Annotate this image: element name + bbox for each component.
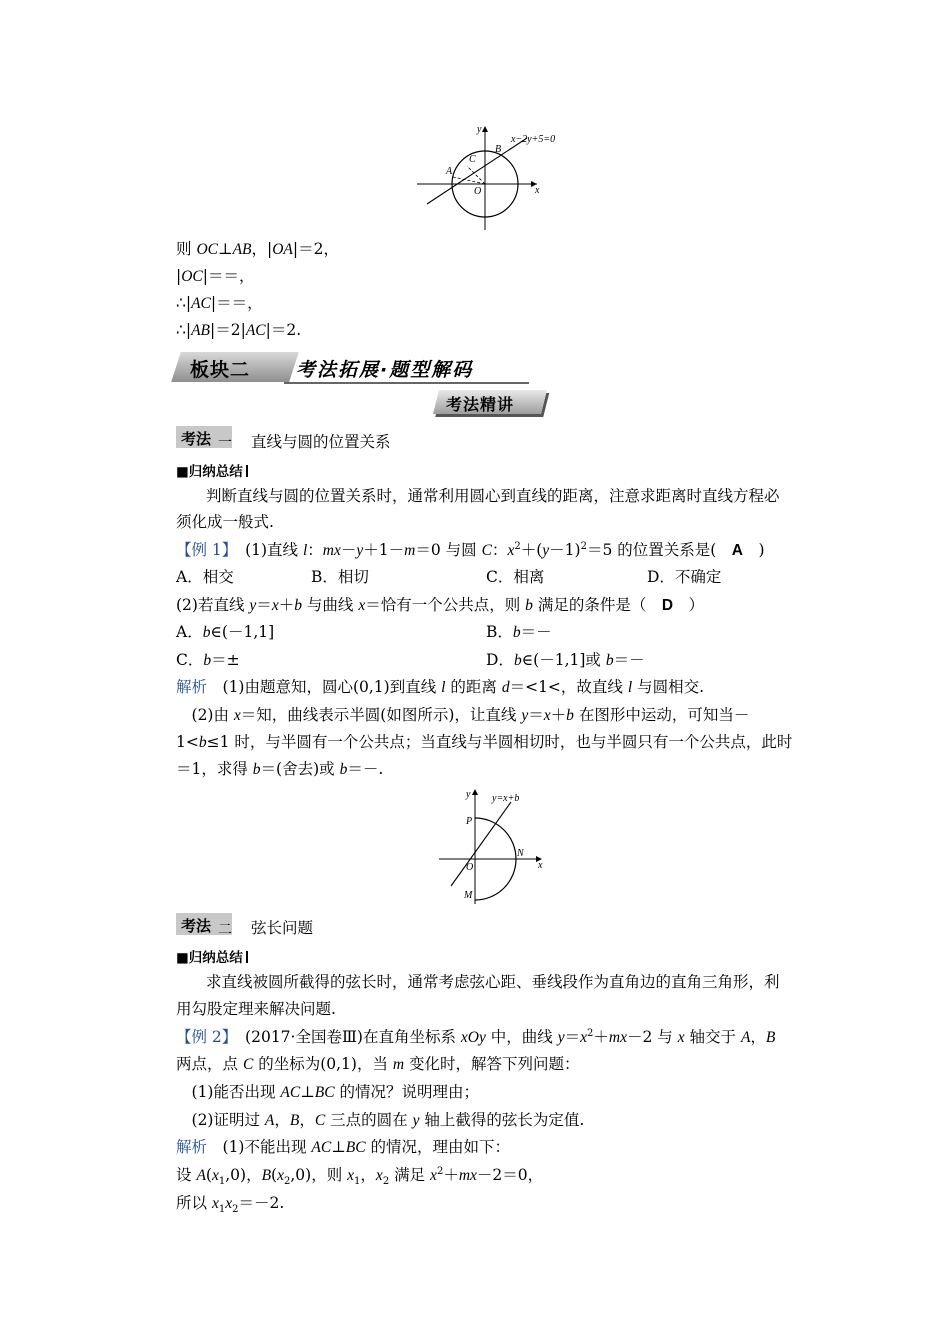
method2-num: 二 [218,922,232,938]
solution-line-1: 则 OC⊥AB，|OA|＝2， [176,240,339,258]
example1-q1-option-c: C．相离 [486,568,545,586]
example1-q2-answer: D [661,597,674,614]
fig2-line-label: y=x+b [492,793,520,804]
analysis1-p2c: ＝1，求得 b＝(舍去)或 b＝－. [176,760,384,778]
method1-summary-label: ■归纳总结 [176,460,248,480]
fig1-label-x: x [535,185,540,196]
example1-q2-option-a: A．b∈(－1,1] [176,623,275,641]
analysis2-line-1: 解析 (1)不能出现 AC⊥BC 的情况，理由如下： [176,1138,511,1156]
solution-line-2: |OC|＝＝， [176,267,255,285]
method1-tag: 考法 [181,430,212,448]
method2-summary-1: 求直线被圆所截得的弦长时，通常考虑弦心距、垂线段作为直角边的直角三角形，利 [206,973,780,991]
example1-q2-option-b: B．b＝－ [486,623,552,641]
sub-banner-title: 考法精讲 [446,395,515,414]
fig2-label-M: M [464,890,473,901]
example1-q1-option-b: B．相切 [311,568,369,586]
analysis2-line-3: 所以 $x_1x_2=-2$. [176,1194,285,1216]
example2-line-1: 【例 2】 (2017·全国卷Ⅲ)在直角坐标系 xOy 中，曲线 $y=x^2+mx-2$ 与 x 轴交于 A，B [176,1027,776,1046]
banner-left-title: 板块二 [190,359,251,381]
example1-q1-option-d: D．不确定 [647,568,722,586]
method1-summary-2: 须化成一般式. [176,513,274,531]
method2-tag: 考法 [181,917,212,935]
fig1-label-A: A [446,166,453,177]
analysis1-p2a: (2)由 x＝知，曲线表示半圆(如图所示)，让直线 y＝x＋b 在图形中运动，可知当－ [191,706,750,724]
method1-summary-1: 判断直线与圆的位置关系时，通常利用圆心到直线的距离，注意求距离时直线方程必 [206,487,780,505]
analysis1-p1: 解析 (1)由题意知，圆心(0,1)到直线 l 的距离 d＝<1<，故直线 l 与圆相交. [176,678,705,696]
method2-title: 弦长问题 [251,919,314,937]
fig1-equation: x−2y+5=0 [511,134,556,145]
example1-q2-option-c: C．b＝± [176,651,240,669]
analysis1-p2b: 1<b≤1 时，与半圆有一个公共点；当直线与半圆相切时，也与半圆只有一个公共点，此时 [176,733,793,751]
example1-q1-option-a: A．相交 [176,568,234,586]
example2-line-4: (2)证明过 A，B，C 三点的圆在 y 轴上截得的弦长为定值. [191,1111,585,1129]
fig1-label-C: C [469,154,476,165]
banner-right-title: 考法拓展·题型解码 [296,359,474,381]
example1-q2: (2)若直线 y＝x＋b 与曲线 x＝恰有一个公共点，则 b 满足的条件是（ D ） [176,596,705,614]
example2-line-3: (1)能否出现 AC⊥BC 的情况？说明理由； [191,1083,480,1101]
example1-q2-option-d: D．b∈(－1,1]或 b＝－ [486,651,645,669]
fig1-label-y: y [477,124,482,135]
fig2-label-O: O [466,862,474,873]
analysis2-line-2: 设 $A(x_1,0)$，$B(x_2,0)$，则 $x_1$，$x_2$ 满足 $x^2+mx-2=0$， [176,1165,544,1188]
solution-line-3: ∴|AC|＝＝， [176,294,263,312]
fig1-label-O: O [474,186,482,197]
method2-summary-label: ■归纳总结 [176,946,248,966]
fig2-label-P: P [466,816,473,827]
method1-num: 一 [218,435,232,451]
method2-summary-2: 用勾股定理来解决问题. [176,1000,336,1018]
fig2-label-x: x [538,860,543,871]
method1-title: 直线与圆的位置关系 [251,433,391,451]
fig2-label-N: N [517,848,524,859]
example1-q1: 【例 1】 (1)直线 l：mx－y＋1－m＝0 与圆 C：$x^2+(y-1)^2=5$ 的位置关系是( A ) [176,540,765,559]
example2-line-2: 两点，点 C 的坐标为(0,1)，当 m 变化时，解答下列问题： [176,1055,580,1073]
solution-line-4: ∴|AB|＝2|AC|＝2. [176,321,302,339]
figure-circle-line [415,122,585,234]
figure-semicircle [437,786,547,908]
fig1-label-B: B [495,144,502,155]
fig2-label-y: y [466,789,471,800]
section-banner [176,352,526,382]
example1-q1-answer: A [731,542,743,559]
